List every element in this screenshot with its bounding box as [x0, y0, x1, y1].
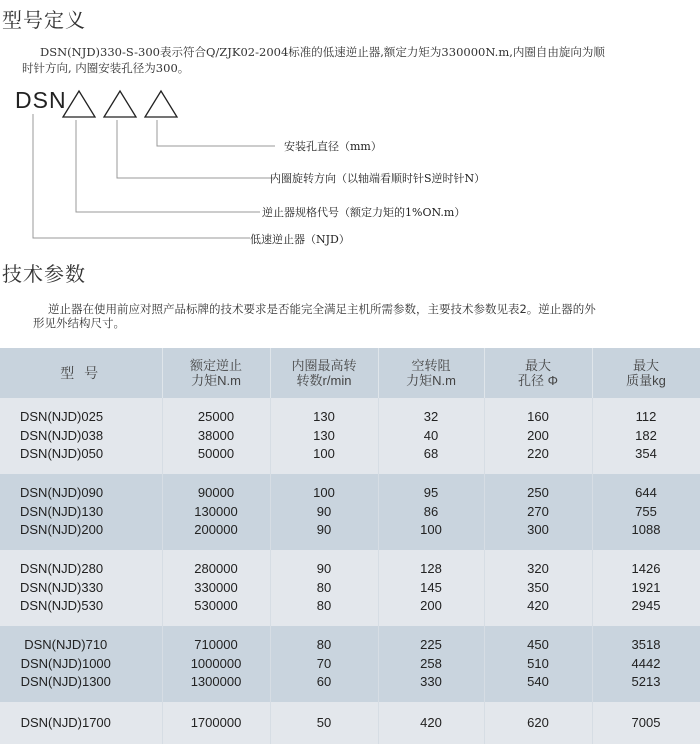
- cell-max-speed: [270, 702, 378, 744]
- cell-value: 100: [420, 522, 442, 538]
- header-model: 型 号: [0, 348, 162, 398]
- cell-value: 50000: [197, 446, 235, 462]
- cell-value: DSN(NJD)530: [20, 598, 104, 614]
- cell-value: 86: [423, 503, 439, 519]
- table-header-row: [0, 348, 700, 398]
- cell-value: DSN(NJD)1000: [20, 655, 111, 671]
- cell-value: DSN(NJD)1300: [20, 674, 111, 690]
- cell-value: 300: [527, 522, 549, 538]
- cell-value: 112: [635, 409, 657, 425]
- header-max-bore: 最大 孔径 Φ: [484, 348, 592, 398]
- cell-value: 7005: [631, 714, 661, 730]
- cell-value: 1921: [631, 579, 661, 595]
- cell-rated-torque: [162, 702, 270, 744]
- header-max-mass: 最大 质量kg: [592, 348, 700, 398]
- header-rated-torque: 额定逆止 力矩N.m: [162, 348, 270, 398]
- cell-value: 60: [316, 674, 332, 690]
- cell-value: 130: [313, 409, 335, 425]
- triangle-icon: [104, 91, 136, 117]
- cell-max-bore: [484, 626, 592, 702]
- cell-value: 90: [316, 503, 332, 519]
- cell-value: 330000: [194, 579, 238, 595]
- cell-max-bore: [484, 550, 592, 626]
- cell-rated-torque: [162, 398, 270, 474]
- cell-model: [0, 626, 162, 702]
- cell-value: 68: [423, 446, 439, 462]
- cell-rated-torque: [162, 550, 270, 626]
- label-low-speed-backstop: 低速逆止器（NJD）: [250, 233, 350, 246]
- cell-max-bore: [484, 398, 592, 474]
- label-mounting-bore: 安装孔直径（mm）: [284, 140, 382, 153]
- cell-value: 4442: [631, 655, 661, 671]
- model-code-diagram: [0, 80, 560, 250]
- cell-value: 450: [527, 637, 549, 653]
- cell-value: 5213: [631, 674, 661, 690]
- cell-value: 354: [635, 446, 657, 462]
- cell-model: [0, 550, 162, 626]
- cell-value: 755: [635, 503, 657, 519]
- cell-value: 258: [420, 655, 442, 671]
- cell-value: 530000: [194, 598, 238, 614]
- cell-idle-torque: [378, 398, 484, 474]
- cell-value: 90: [316, 522, 332, 538]
- cell-value: 130000: [194, 503, 238, 519]
- cell-value: 80: [316, 579, 332, 595]
- cell-max-mass: [592, 550, 700, 626]
- cell-value: 80: [316, 598, 332, 614]
- table-row-group: [0, 702, 700, 744]
- cell-value: 200: [527, 427, 549, 443]
- cell-max-mass: [592, 626, 700, 702]
- cell-value: 540: [527, 674, 549, 690]
- cell-value: 32: [423, 409, 439, 425]
- cell-value: 95: [423, 485, 439, 501]
- table-row-group: [0, 550, 700, 626]
- cell-model: [0, 702, 162, 744]
- cell-value: 644: [635, 485, 657, 501]
- cell-max-speed: [270, 626, 378, 702]
- cell-idle-torque: [378, 474, 484, 550]
- cell-rated-torque: [162, 626, 270, 702]
- cell-value: 270: [527, 503, 549, 519]
- cell-value: 100: [313, 485, 335, 501]
- cell-value: 182: [635, 427, 657, 443]
- cell-value: 250: [527, 485, 549, 501]
- table-row-group: [0, 398, 700, 474]
- cell-value: 38000: [197, 427, 235, 443]
- cell-model: [0, 398, 162, 474]
- cell-value: 330: [420, 674, 442, 690]
- label-rotation-direction: 内圈旋转方向（以轴端看顺时针S逆时针N）: [270, 172, 486, 185]
- header-idle-torque: 空转阻 力矩N.m: [378, 348, 484, 398]
- tech-description-line2: 形见外结构尺寸。: [33, 316, 125, 330]
- cell-max-mass: [592, 398, 700, 474]
- cell-value: 25000: [197, 409, 235, 425]
- cell-value: 145: [420, 579, 442, 595]
- cell-model: [0, 474, 162, 550]
- cell-value: 90: [316, 561, 332, 577]
- cell-value: 70: [316, 655, 332, 671]
- cell-max-speed: [270, 474, 378, 550]
- triangle-icon: [63, 91, 95, 117]
- section-title-tech-params: 技术参数: [2, 262, 86, 286]
- cell-value: 1426: [631, 561, 661, 577]
- label-spec-code: 逆止器规格代号（额定力矩的1%ON.m）: [262, 206, 466, 219]
- cell-value: DSN(NJD)200: [20, 522, 104, 538]
- diagram-lines: [0, 80, 560, 250]
- cell-value: 3518: [631, 637, 661, 653]
- cell-value: 280000: [194, 561, 238, 577]
- cell-value: 1000000: [190, 655, 242, 671]
- cell-value: 710000: [194, 637, 238, 653]
- cell-value: 225: [420, 637, 442, 653]
- cell-max-speed: [270, 398, 378, 474]
- cell-value: DSN(NJD)038: [20, 427, 104, 443]
- cell-value: 1700000: [190, 714, 242, 730]
- cell-idle-torque: [378, 550, 484, 626]
- cell-value: DSN(NJD)1700: [20, 714, 111, 730]
- model-description-line2: 时针方向, 内圈安装孔径为300。: [22, 61, 190, 75]
- cell-value: 200000: [194, 522, 238, 538]
- cell-max-bore: [484, 474, 592, 550]
- cell-value: DSN(NJD)090: [20, 485, 104, 501]
- cell-value: 620: [527, 714, 549, 730]
- cell-max-speed: [270, 550, 378, 626]
- cell-idle-torque: [378, 626, 484, 702]
- cell-value: 220: [527, 446, 549, 462]
- table-row-group: [0, 626, 700, 702]
- cell-value: 1300000: [190, 674, 242, 690]
- tech-description-line1: 逆止器在使用前应对照产品标牌的技术要求是否能完全满足主机所需参数，主要技术参数见表2。逆止器的外: [48, 302, 596, 316]
- cell-value: 2945: [631, 598, 661, 614]
- cell-value: DSN(NJD)280: [20, 561, 104, 577]
- cell-value: 128: [420, 561, 442, 577]
- cell-value: DSN(NJD)025: [20, 409, 104, 425]
- cell-max-mass: [592, 474, 700, 550]
- cell-value: DSN(NJD)130: [20, 503, 104, 519]
- diagram-prefix: DSN: [15, 87, 67, 113]
- cell-value: 510: [527, 655, 549, 671]
- cell-idle-torque: [378, 702, 484, 744]
- cell-value: 40: [423, 427, 439, 443]
- cell-value: 320: [527, 561, 549, 577]
- cell-value: 200: [420, 598, 442, 614]
- cell-max-bore: [484, 702, 592, 744]
- cell-max-mass: [592, 702, 700, 744]
- cell-value: 100: [313, 446, 335, 462]
- cell-value: 90000: [197, 485, 235, 501]
- triangle-icon: [145, 91, 177, 117]
- model-description-line1: DSN(NJD)330-S-300表示符合Q/ZJK02-2004标准的低速逆止器,额定力矩为330000N.m,内圈自由旋向为顺: [40, 45, 605, 59]
- cell-value: 130: [313, 427, 335, 443]
- cell-value: 420: [420, 714, 442, 730]
- cell-value: 420: [527, 598, 549, 614]
- section-title-model-definition: 型号定义: [2, 8, 86, 32]
- table-row-group: [0, 474, 700, 550]
- cell-value: DSN(NJD)710: [24, 637, 108, 653]
- cell-value: 1088: [631, 522, 661, 538]
- tech-params-table: [0, 348, 700, 744]
- cell-value: 80: [316, 637, 332, 653]
- cell-value: DSN(NJD)330: [20, 579, 104, 595]
- header-max-speed: 内圈最高转 转数r/min: [270, 348, 378, 398]
- cell-value: DSN(NJD)050: [20, 446, 104, 462]
- cell-rated-torque: [162, 474, 270, 550]
- cell-value: 50: [316, 714, 332, 730]
- cell-value: 350: [527, 579, 549, 595]
- cell-value: 160: [527, 409, 549, 425]
